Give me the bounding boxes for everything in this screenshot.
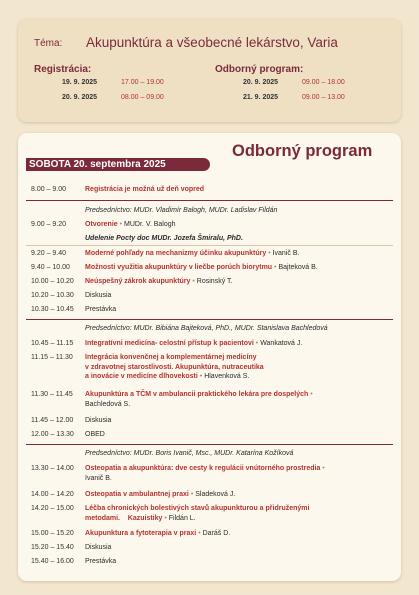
row-title: Moderné pohľady na mechanizmy účinku akupunktúry (85, 250, 267, 257)
registration-time-1: 17.00 – 19.00 (121, 79, 164, 86)
row-time: 8.00 – 9.00 (31, 186, 67, 193)
row-title: Osteopatia a akupunktúra: dve cesty k regulácii vnútorného prostredia (85, 465, 321, 472)
row-title: v zdravotnej starostlivosti. Akupunktúra, nutraceutika (85, 363, 264, 371)
row-title: Osteopatia v ambulantnej praxi (85, 491, 189, 498)
program-date-2: 21. 9. 2025 (243, 94, 279, 101)
row-speaker: MUDr. V. Balogh (124, 221, 176, 228)
section-divider (26, 319, 393, 320)
row-time: 10.45 – 11.15 (31, 340, 74, 347)
row-time: 9.40 – 10.00 (31, 264, 70, 271)
row-plain: Prestávka (85, 558, 117, 565)
row-title: metodami. Kazuistiky (85, 514, 163, 522)
program-time-2: 09.00 – 13.00 (302, 94, 345, 101)
row-time: 14.00 – 14.20 (31, 491, 74, 498)
row-time: 13.30 – 14.00 (31, 465, 74, 472)
row-title: Možnosti využitia akupunktúry v liečbe porúch biorytmu (85, 264, 273, 271)
row-divider (26, 245, 393, 246)
award-text: Udelenie Pocty doc MUDr. Jozefa Šmiralu, PhD. (85, 235, 243, 242)
event-info-card (18, 19, 401, 122)
row-time: 15.20 – 15.40 (31, 544, 74, 551)
registration-date-2: 20. 9. 2025 (62, 94, 98, 101)
row-speaker: Ivanič B. (85, 474, 112, 482)
row-time: 11.30 – 11.45 (31, 391, 73, 398)
tema-text: Akupunktúra a všeobecné lekárstvo, Varia (86, 35, 338, 50)
tema-label: Téma: (34, 38, 63, 49)
program-date-1: 20. 9. 2025 (243, 79, 279, 86)
row-time: 10.00 – 10.20 (31, 278, 74, 285)
row-time: 15.40 – 16.00 (31, 558, 74, 565)
row-title: Akupunktura a fytoterapia v praxi (85, 530, 197, 537)
row-speaker: Bachledová S. (85, 400, 131, 408)
chair-text: Predsedníctvo: MUDr. Vladimír Balogh, MUDr. Ladislav Fildán (85, 207, 278, 214)
registration-label: Registrácia: (34, 64, 92, 75)
row-speaker: Daráš D. (202, 530, 231, 537)
row-title: Akupunktúra a TČM v ambulancii praktického lekára pre dospelých (85, 391, 309, 398)
row-title: Léčba chronických bolestivých stavů akupunkturou a přidruženými (85, 505, 310, 512)
row-speaker: Ivanič B. (272, 250, 300, 257)
row-plain: Diskusia (85, 292, 112, 299)
row-time: 14.20 – 15.00 (31, 505, 74, 512)
row-time: 11.15 – 11.30 (31, 354, 73, 361)
row-time: 9.00 – 9.20 (31, 221, 67, 228)
row-speaker: Bajteková B. (278, 264, 318, 271)
row-speaker: Sladeková J. (195, 491, 236, 498)
row-plain: Prestávka (85, 306, 117, 313)
row-time: 11.45 – 12.00 (31, 417, 74, 424)
row-title: Integrácia konvenčnej a komplementárnej medicíny (85, 354, 257, 361)
row-title: Integratívni medicína- celostní přístup k pacientovi (85, 340, 254, 347)
row-time: 15.00 – 15.20 (31, 530, 74, 537)
chair-text: Predsedníctvo: MUDr. Boris Ivanič, Msc., MUDr. Katarína Kožíková (85, 450, 294, 457)
program-time-1: 09.00 – 18.00 (302, 79, 345, 86)
row-time: 12.00 – 13.30 (31, 431, 74, 438)
registration-date-1: 19. 9. 2025 (62, 79, 98, 86)
row-time: 10.30 – 10.45 (31, 306, 74, 313)
row-speaker: Hlavenková S. (204, 373, 250, 380)
program-label: Odborný program: (215, 64, 304, 75)
row-time: 9.20 – 9.40 (31, 250, 67, 257)
row-title: Neúspešný zákrok akupunktúry (85, 278, 191, 285)
row-speaker: Rosinský T. (196, 278, 233, 285)
row-title: Registrácia je možná už deň vopred (85, 186, 205, 193)
row-title: a inovácie v medicíne dlhovekosti (85, 373, 198, 380)
section-divider (26, 444, 393, 445)
row-plain: Diskusia (85, 544, 112, 551)
section-divider (26, 200, 393, 201)
day-label: SOBOTA 20. septembra 2025 (26, 158, 210, 171)
row-time: 10.20 – 10.30 (31, 292, 74, 299)
row-speaker: Fildán L. (168, 514, 196, 522)
row-plain: OBED (85, 431, 105, 438)
program-title: Odborný program (232, 142, 373, 160)
chair-text: Predsedníctvo: MUDr. Bibiána Bajteková, PhD., MUDr. Stanislava Bachledová (85, 325, 328, 332)
row-speaker: Wankatová J. (260, 340, 303, 347)
row-plain: Diskusia (85, 417, 112, 424)
registration-time-2: 08.00 – 09.00 (121, 94, 164, 101)
program-card: Odborný program SOBOTA 20. septembra 2025 8.00 – 9.00 Registrácia je možná už deň vopred Predsedníctvo: MUDr. Vladimír Balogh, MUDr. Ladislav Fildán 9.00 – 9.20 Otvorenie • MUDr. V. Balogh Udelenie Pocty doc MUDr. Jozefa Šmiralu, PhD. 9.20 – 9.40 Moderné pohľady na mechanizmy účinku akupunktúry • Ivanič B. 9.40 – 10.00 Možnosti využitia akupunktúry v liečbe porúch biorytmu • Bajteková B. 10.00 – 10.20 Neúspešný zákrok akupunktúry • Rosinský T. 10.20 – 10.30 Diskusia 10.30 – 10.45 Prestávka Predsedníctvo: MUDr. Bibiána Bajteková, PhD., MUDr. Stanislava Bachledová 10.45 – 11.15 Integratívni medicína- celostní přístup k pacientovi • Wankatová J. 11.15 – 11.30 Integrácia konvenčnej a komplementárnej medicíny v zdravotnej starostlivosti. Akupunktúra, nutraceutika a inovácie v medicíne dlhovekosti • Hlavenková S. 11.30 – 11.45 Akupunktúra a TČM v ambulancii praktického lekára pre dospelých • Bachledová S. 11.45 – 12.00 Diskusia 12.00 – 13.30 OBED Predsedníctvo: MUDr. Boris Ivanič, Msc., MUDr. Katarína Kožíková 13.30 – 14.00 Osteopatia a akupunktúra: dve cesty k regulácii vnútorného prostredia • Ivanič B. 14.00 – 14.20 Osteopatia v ambulantnej praxi • Sladeková J. 14.20 – 15.00 Léčba chronických bolestivých stavů akupunkturou a přidruženými metodami. Kazuistiky • Fildán L. 15.00 – 15.20 Akupunktura a fytoterapia v praxi • Daráš D. 15.20 – 15.40 Diskusia 15.40 – 16.00 Prestávka (18, 133, 401, 581)
row-title: Otvorenie (85, 221, 118, 228)
